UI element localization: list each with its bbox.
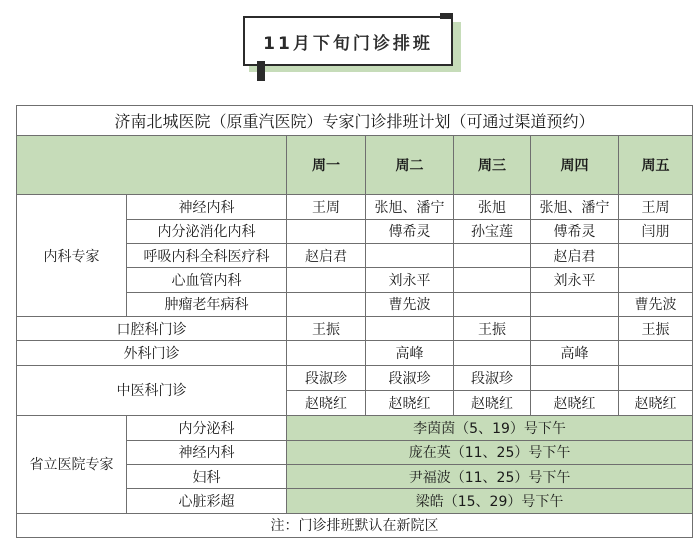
schedule-cell: 刘永平 bbox=[366, 268, 454, 292]
schedule-cell bbox=[287, 219, 366, 243]
title-decoration-top bbox=[440, 13, 453, 19]
dept-label: 肿瘤老年病科 bbox=[127, 292, 287, 316]
schedule-cell: 赵晓红 bbox=[619, 390, 693, 415]
schedule-cell bbox=[454, 341, 531, 365]
group-label: 省立医院专家 bbox=[17, 416, 127, 513]
schedule-cell: 高峰 bbox=[366, 341, 454, 365]
schedule-cell bbox=[287, 292, 366, 316]
dept-label: 神经内科 bbox=[127, 440, 287, 464]
schedule-cell: 曹先波 bbox=[619, 292, 693, 316]
schedule-cell bbox=[619, 268, 693, 292]
schedule-cell bbox=[531, 316, 619, 340]
schedule-cell: 刘永平 bbox=[531, 268, 619, 292]
schedule-cell: 高峰 bbox=[531, 341, 619, 365]
schedule-cell bbox=[619, 365, 693, 390]
schedule-cell: 赵晓红 bbox=[454, 390, 531, 415]
schedule-cell: 王振 bbox=[619, 316, 693, 340]
schedule-cell: 张旭、潘宁 bbox=[531, 195, 619, 219]
schedule-cell: 张旭 bbox=[454, 195, 531, 219]
table-note: 注：门诊排班默认在新院区 bbox=[17, 513, 693, 537]
schedule-cell: 孙宝莲 bbox=[454, 219, 531, 243]
schedule-cell bbox=[531, 365, 619, 390]
schedule-cell: 尹福波（11、25）号下午 bbox=[287, 464, 693, 488]
group-label: 内科专家 bbox=[17, 195, 127, 317]
table-header-row bbox=[17, 136, 693, 195]
schedule-cell: 庞在英（11、25）号下午 bbox=[287, 440, 693, 464]
table-row bbox=[17, 416, 693, 440]
schedule-cell bbox=[454, 243, 531, 267]
schedule-cell: 王周 bbox=[619, 195, 693, 219]
schedule-cell: 段淑珍 bbox=[366, 365, 454, 390]
table-row bbox=[17, 365, 693, 390]
dept-label: 口腔科门诊 bbox=[17, 316, 287, 340]
schedule-cell: 赵启君 bbox=[531, 243, 619, 267]
schedule-cell: 王振 bbox=[287, 316, 366, 340]
schedule-cell bbox=[619, 341, 693, 365]
schedule-cell: 曹先波 bbox=[366, 292, 454, 316]
schedule-cell: 赵晓红 bbox=[287, 390, 366, 415]
header-day: 周四 bbox=[531, 136, 619, 195]
schedule-cell: 张旭、潘宁 bbox=[366, 195, 454, 219]
schedule-cell bbox=[531, 292, 619, 316]
dept-label: 呼吸内科全科医疗科 bbox=[127, 243, 287, 267]
dept-label: 中医科门诊 bbox=[17, 365, 287, 416]
schedule-cell bbox=[366, 316, 454, 340]
schedule-cell bbox=[287, 341, 366, 365]
dept-label: 心脏彩超 bbox=[127, 489, 287, 513]
page-title: 11月下旬门诊排班 bbox=[243, 16, 453, 66]
dept-label: 内分泌消化内科 bbox=[127, 219, 287, 243]
title-card bbox=[243, 16, 461, 80]
dept-label: 内分泌科 bbox=[127, 416, 287, 440]
table-row bbox=[17, 195, 693, 219]
schedule-cell: 赵晓红 bbox=[366, 390, 454, 415]
schedule-cell: 梁皓（15、29）号下午 bbox=[287, 489, 693, 513]
header-blank bbox=[17, 136, 287, 195]
schedule-cell: 傅希灵 bbox=[531, 219, 619, 243]
dept-label: 心血管内科 bbox=[127, 268, 287, 292]
table-row bbox=[17, 513, 693, 537]
schedule-cell: 赵启君 bbox=[287, 243, 366, 267]
schedule-cell: 王周 bbox=[287, 195, 366, 219]
header-day: 周一 bbox=[287, 136, 366, 195]
dept-label: 神经内科 bbox=[127, 195, 287, 219]
header-day: 周二 bbox=[366, 136, 454, 195]
schedule-table bbox=[16, 105, 693, 538]
schedule-cell: 段淑珍 bbox=[454, 365, 531, 390]
schedule-cell bbox=[366, 243, 454, 267]
schedule-cell: 闫朋 bbox=[619, 219, 693, 243]
schedule-cell bbox=[454, 292, 531, 316]
header-day: 周三 bbox=[454, 136, 531, 195]
schedule-cell: 傅希灵 bbox=[366, 219, 454, 243]
schedule-cell: 段淑珍 bbox=[287, 365, 366, 390]
schedule-cell: 王振 bbox=[454, 316, 531, 340]
schedule-cell bbox=[454, 268, 531, 292]
table-row bbox=[17, 341, 693, 365]
dept-label: 妇科 bbox=[127, 464, 287, 488]
title-decoration-bottom bbox=[257, 61, 265, 81]
schedule-cell bbox=[619, 243, 693, 267]
table-caption-row bbox=[17, 106, 693, 136]
schedule-cell bbox=[287, 268, 366, 292]
table-caption: 济南北城医院（原重汽医院）专家门诊排班计划（可通过渠道预约） bbox=[17, 106, 693, 136]
header-day: 周五 bbox=[619, 136, 693, 195]
dept-label: 外科门诊 bbox=[17, 341, 287, 365]
schedule-cell: 赵晓红 bbox=[531, 390, 619, 415]
table-row bbox=[17, 316, 693, 340]
schedule-cell: 李茵茵（5、19）号下午 bbox=[287, 416, 693, 440]
